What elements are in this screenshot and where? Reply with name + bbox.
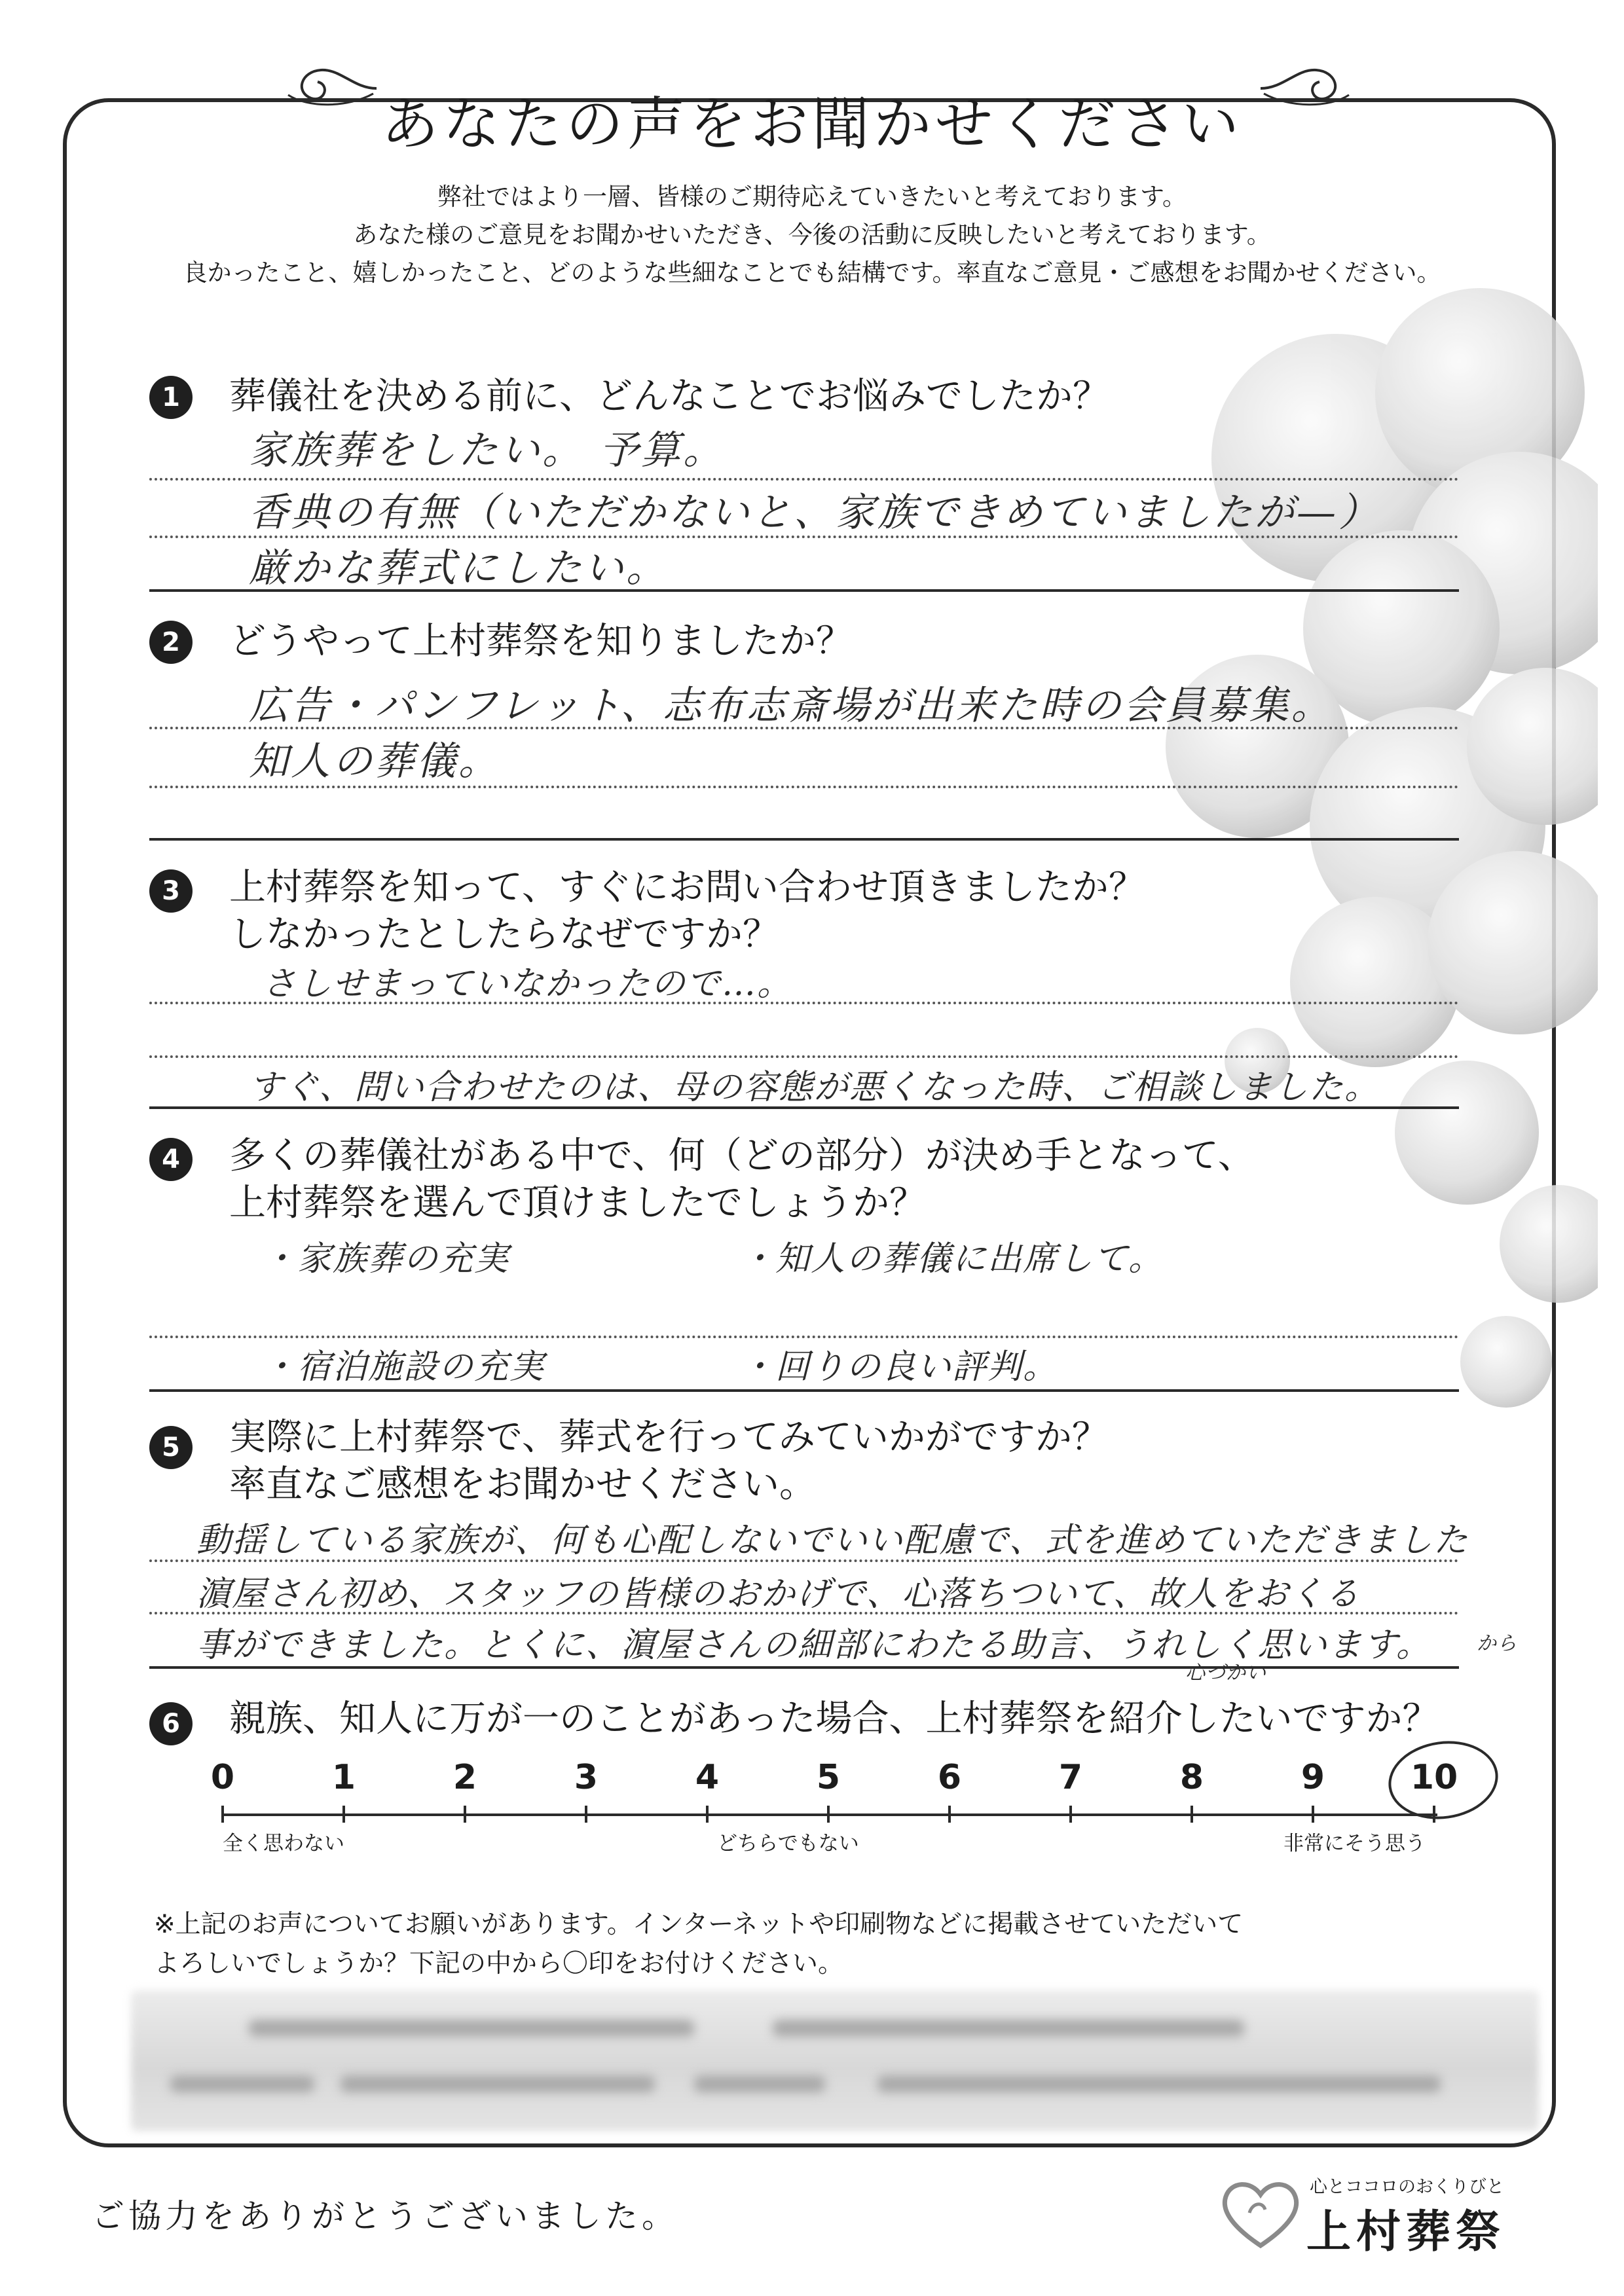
rating-scale-line [223, 1813, 1437, 1816]
question-text: 葬儀社を決める前に、どんなことでお悩みでしたか？ [229, 375, 1109, 418]
question-number-badge: 1 [149, 376, 193, 419]
handwritten-answer: ・知人の葬儀に出席して。 [740, 1239, 1164, 1279]
scale-number[interactable]: 0 [210, 1758, 235, 1797]
scale-tick [1433, 1806, 1435, 1823]
question-text: 多くの葬儀社がある中で、何（どの部分）が決め手となって、 上村葬祭を選んで頂けましたでしょうか？ [229, 1135, 1255, 1224]
scale-tick [342, 1806, 345, 1823]
scale-number[interactable]: 2 [452, 1758, 477, 1797]
redacted-text [877, 2075, 1441, 2092]
intro-line: 良かったこと、嬉しかったこと、どのような些細なことでも結構です。率直なご意見・ご感想をお聞かせください。 [183, 259, 1441, 287]
section-divider [149, 838, 1459, 841]
scale-number[interactable]: 5 [816, 1758, 841, 1797]
answer-rule [149, 1002, 1459, 1004]
scale-number[interactable]: 10 [1410, 1758, 1458, 1797]
answer-rule [149, 1612, 1459, 1614]
scale-tick [585, 1806, 587, 1823]
handwritten-answer: 家族葬をしたい。 予算。 [249, 428, 726, 473]
scale-tick [1312, 1806, 1314, 1823]
logo-name: 上村葬祭 [1306, 2206, 1506, 2258]
handwritten-answer: さしせまっていなかったので…。 [262, 964, 793, 1004]
handwritten-answer: 事ができました。とくに、濵屋さんの細部にわたる助言、うれしく思います。 [196, 1626, 1431, 1665]
handwritten-annotation: から [1477, 1632, 1517, 1655]
redacted-text [773, 2020, 1244, 2037]
scale-tick [706, 1806, 709, 1823]
scale-number[interactable]: 1 [331, 1758, 356, 1797]
intro-text [0, 178, 1624, 292]
redacted-text [170, 2075, 314, 2092]
question-text: 親族、知人に万が一のことがあった場合、上村葬祭を紹介したいですか？ [229, 1698, 1439, 1740]
redacted-text [249, 2020, 694, 2037]
scale-tick [464, 1806, 466, 1823]
intro-line: 弊社ではより一層、皆様のご期待応えていきたいと考えております。 [437, 183, 1187, 211]
rating-scale-numbers [196, 1758, 1480, 1797]
scale-label-high: 非常にそう思う [1283, 1832, 1426, 1855]
question-number-badge: 3 [149, 869, 193, 913]
handwritten-answer: 香典の有無（いただかないと、家族できめていましたが—） [249, 490, 1380, 536]
answer-rule [149, 727, 1459, 729]
question-number-badge: 4 [149, 1138, 193, 1181]
question-number-badge: 2 [149, 621, 193, 664]
handwritten-answer: ・宿泊施設の充実 [262, 1347, 545, 1387]
scale-tick [827, 1806, 830, 1823]
scale-number[interactable]: 6 [937, 1758, 962, 1797]
question-text: 上村葬祭を知って、すぐにお問い合わせ頂きましたか？ しなかったとしたらなぜですか？ [229, 866, 1145, 956]
scale-tick [221, 1806, 224, 1823]
scale-number[interactable]: 8 [1179, 1758, 1204, 1797]
answer-rule [149, 1559, 1459, 1562]
handwritten-annotation: 心づかい [1185, 1662, 1266, 1685]
handwritten-answer: 厳かな葬式にしたい。 [249, 545, 668, 591]
scale-number[interactable]: 4 [695, 1758, 720, 1797]
scale-tick [1069, 1806, 1072, 1823]
logo-tagline: 心とココロのおくりびと [1310, 2177, 1504, 2197]
handwritten-answer: 広告・パンフレット、志布志斎場が出来た時の会員募集。 [249, 683, 1333, 729]
handwritten-answer: 濵屋さん初め、スタッフの皆様のおかげで、心落ちついて、故人をおくる [196, 1575, 1361, 1614]
publication-request: ※上記のお声についてお願いがあります。インターネットや印刷物などに掲載させていただいて よろしいでしょうか？下記の中から〇印をお付けください。 [154, 1910, 1244, 1978]
answer-rule [149, 786, 1459, 788]
scale-tick [1190, 1806, 1193, 1823]
handwritten-answer: 動揺している家族が、何も心配しないでいい配慮で、式を進めていただきました [196, 1521, 1469, 1560]
scale-number[interactable]: 7 [1058, 1758, 1083, 1797]
section-divider [149, 589, 1459, 592]
answer-rule [149, 1055, 1459, 1058]
answer-rule [149, 478, 1459, 481]
question-text: どうやって上村葬祭を知りましたか？ [229, 620, 853, 663]
handwritten-answer: 知人の葬儀。 [249, 738, 500, 784]
handwritten-answer: ・家族葬の充実 [262, 1239, 510, 1279]
page-title: あなたの声をお聞かせください [380, 90, 1243, 158]
section-divider [149, 1666, 1459, 1669]
section-divider [149, 1106, 1459, 1109]
handwritten-answer: ・回りの良い評判。 [740, 1347, 1059, 1387]
answer-rule [149, 1336, 1459, 1338]
scale-label-mid: どちらでもない [717, 1832, 859, 1855]
redacted-text [341, 2075, 655, 2092]
question-text: 実際に上村葬祭で、葬式を行ってみていかがですか？ 率直なご感想をお聞かせください。 [229, 1416, 1109, 1506]
section-divider [149, 1389, 1459, 1392]
question-number-badge: 5 [149, 1426, 193, 1469]
heart-logo-icon [1218, 2174, 1303, 2252]
question-number-badge: 6 [149, 1702, 193, 1745]
scale-number[interactable]: 3 [574, 1758, 599, 1797]
scale-tick [948, 1806, 951, 1823]
scale-number[interactable]: 9 [1301, 1758, 1325, 1797]
thanks-message: ご協力をありがとうございました。 [92, 2197, 678, 2235]
intro-line: あなた様のご意見をお聞かせいただき、今後の活動に反映したいと考えております。 [353, 221, 1271, 249]
handwritten-answer: すぐ、問い合わせたのは、母の容態が悪くなった時、ご相談しました。 [249, 1068, 1380, 1107]
redacted-text [694, 2075, 825, 2092]
scale-label-low: 全く思わない [223, 1832, 344, 1855]
redacted-consent-area [131, 1990, 1539, 2131]
